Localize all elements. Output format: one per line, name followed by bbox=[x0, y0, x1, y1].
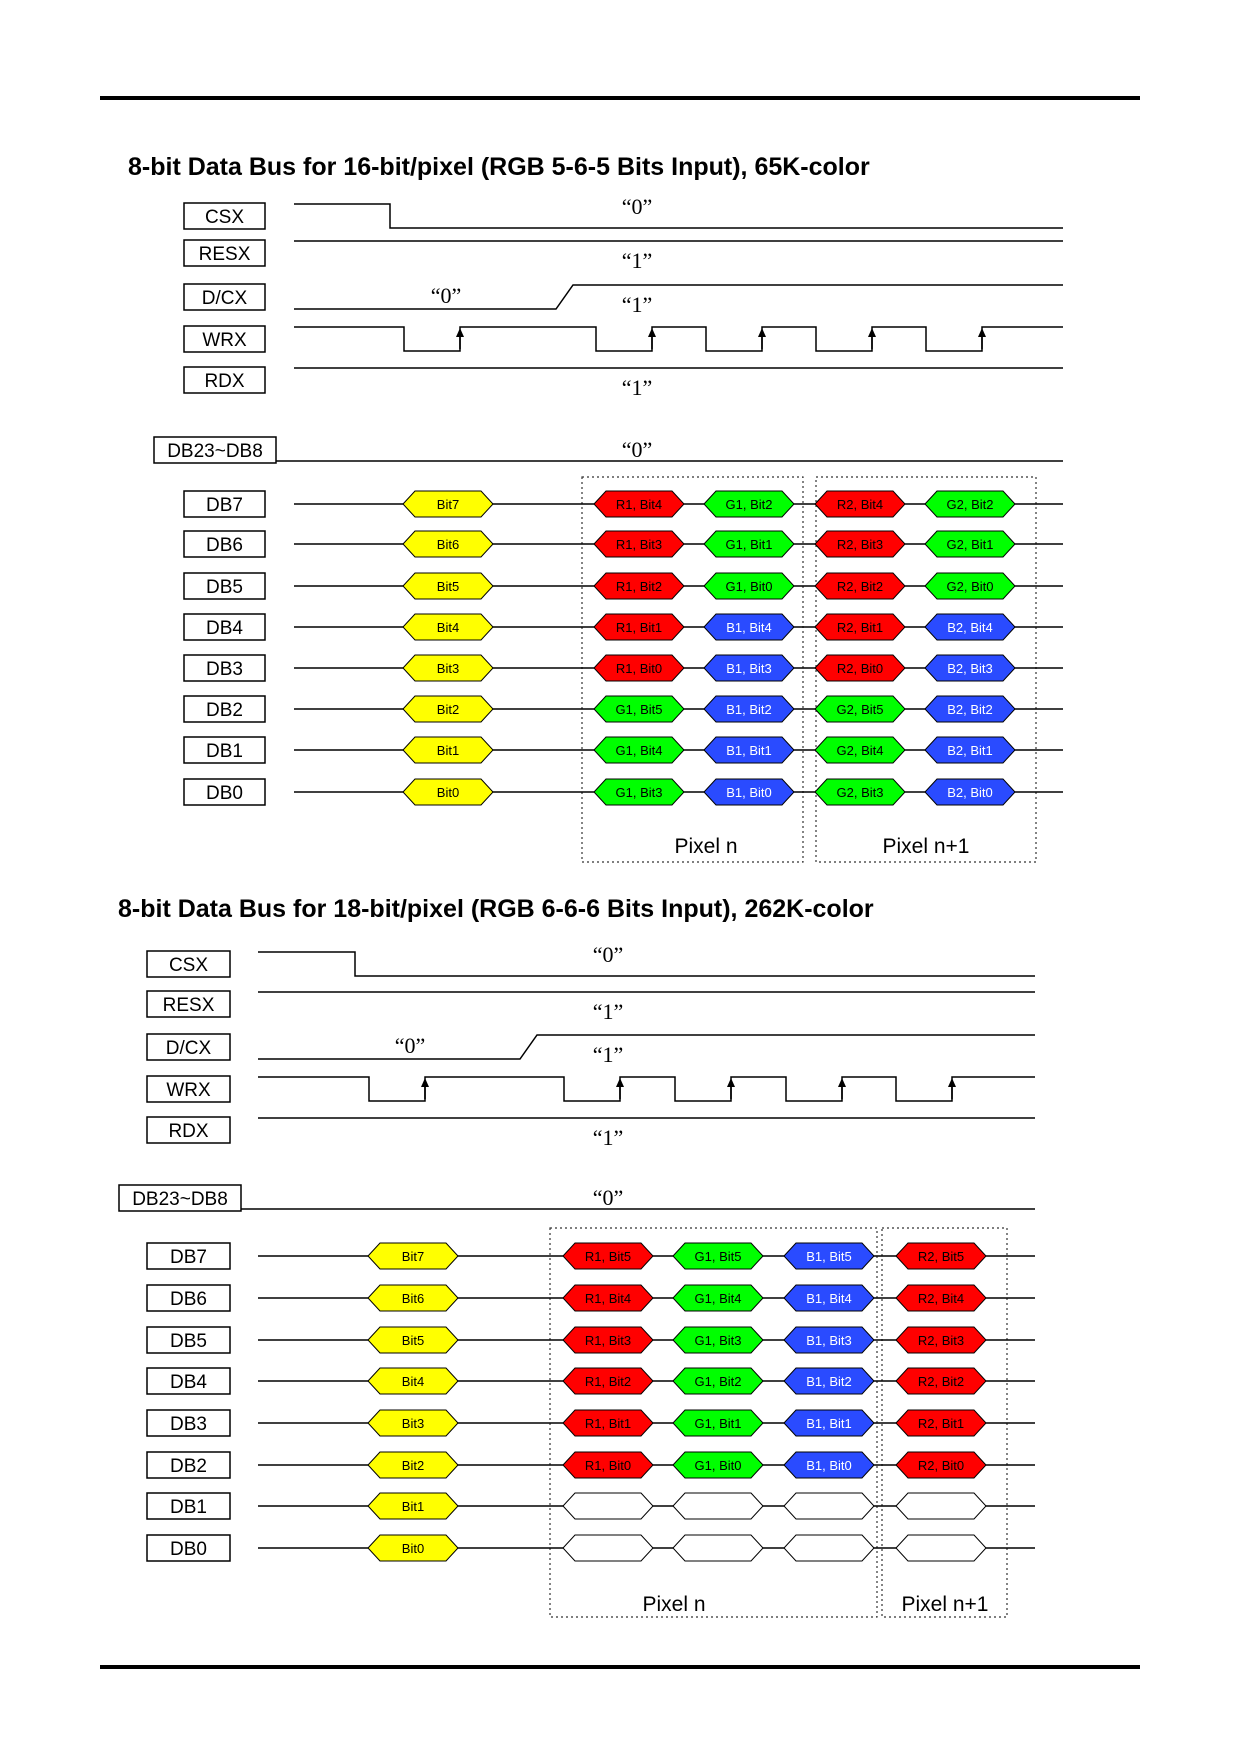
bit-cell-label: R1, Bit3 bbox=[615, 537, 663, 552]
signal-level: “1” bbox=[592, 1042, 624, 1067]
bit-cell-label: R1, Bit1 bbox=[584, 1416, 632, 1431]
bit-cell-label: G1, Bit1 bbox=[694, 1416, 742, 1431]
rising-edge-arrow-icon bbox=[758, 328, 766, 337]
rising-edge-arrow-icon bbox=[616, 1078, 624, 1087]
pixel-label: Pixel n bbox=[674, 835, 738, 858]
data-line-db5 bbox=[184, 573, 1063, 599]
bit-cell-label: Bit0 bbox=[401, 1541, 425, 1556]
bus-name: DB23~DB8 bbox=[167, 441, 263, 462]
signal-rdx bbox=[184, 367, 1063, 400]
rising-edge-arrow-icon bbox=[868, 328, 876, 337]
bit-cell-label: Bit3 bbox=[401, 1416, 425, 1431]
wrx-waveform bbox=[258, 1077, 1035, 1101]
signal-csx bbox=[184, 194, 1063, 229]
signal-level-before: “0” bbox=[430, 283, 462, 308]
diagram-18bit-666 bbox=[118, 895, 1035, 1617]
bit-cell bbox=[896, 1535, 986, 1561]
bit-cell-label: R1, Bit4 bbox=[584, 1291, 632, 1306]
bit-cell-label: B2, Bit1 bbox=[947, 743, 993, 758]
data-line-name: DB0 bbox=[170, 1539, 207, 1560]
bit-cell-label: G2, Bit5 bbox=[836, 702, 884, 717]
bit-cell-label: R1, Bit2 bbox=[615, 579, 663, 594]
signal-resx bbox=[184, 240, 1063, 273]
bit-cell-label: G1, Bit4 bbox=[694, 1291, 742, 1306]
bit-cell-label: B1, Bit3 bbox=[726, 661, 772, 676]
bit-cell-label: R1, Bit2 bbox=[584, 1374, 632, 1389]
data-line-db4 bbox=[184, 614, 1063, 640]
rising-edge-arrow-icon bbox=[948, 1078, 956, 1087]
signal-level: “0” bbox=[621, 194, 653, 219]
bit-cell-label: G1, Bit5 bbox=[615, 702, 663, 717]
data-line-name: DB5 bbox=[206, 577, 243, 598]
data-line-db3 bbox=[147, 1410, 1035, 1436]
data-line-name: DB3 bbox=[170, 1414, 207, 1435]
bit-cell-label: R1, Bit5 bbox=[584, 1249, 632, 1264]
bit-cell-label: G1, Bit0 bbox=[694, 1458, 742, 1473]
signal-name: RESX bbox=[162, 995, 215, 1016]
bit-cell-label: G2, Bit2 bbox=[946, 497, 994, 512]
rising-edge-arrow-icon bbox=[838, 1078, 846, 1087]
signal-csx bbox=[147, 942, 1035, 977]
signal-wrx bbox=[147, 1076, 1035, 1102]
bit-cell-label: B1, Bit0 bbox=[806, 1458, 852, 1473]
data-line-db1 bbox=[184, 737, 1063, 763]
bit-cell-label: R2, Bit1 bbox=[917, 1416, 965, 1431]
bit-cell-label: B1, Bit4 bbox=[806, 1291, 852, 1306]
data-line-db7 bbox=[147, 1243, 1035, 1269]
bit-cell-label: R2, Bit4 bbox=[836, 497, 884, 512]
bit-cell bbox=[896, 1493, 986, 1519]
bit-cell-label: R1, Bit3 bbox=[584, 1333, 632, 1348]
data-line-name: DB1 bbox=[170, 1497, 207, 1518]
data-line-db5 bbox=[147, 1327, 1035, 1353]
bit-cell-label: R1, Bit4 bbox=[615, 497, 663, 512]
data-line-name: DB2 bbox=[206, 700, 243, 721]
data-line-name: DB7 bbox=[170, 1247, 207, 1268]
bit-cell bbox=[784, 1493, 874, 1519]
bit-cell-label: Bit1 bbox=[436, 743, 460, 758]
pixel-label: Pixel n+1 bbox=[882, 835, 970, 858]
data-line-db4 bbox=[147, 1368, 1035, 1394]
bit-cell-label: G1, Bit1 bbox=[725, 537, 773, 552]
bit-cell bbox=[673, 1535, 763, 1561]
signal-name: CSX bbox=[204, 207, 245, 228]
data-line-db6 bbox=[184, 531, 1063, 557]
data-line-name: DB1 bbox=[206, 741, 243, 762]
signal-db23-db8 bbox=[119, 1185, 1035, 1211]
rising-edge-arrow-icon bbox=[456, 328, 464, 337]
bit-cell-label: G2, Bit1 bbox=[946, 537, 994, 552]
csx-waveform bbox=[294, 204, 1063, 228]
bit-cell-label: R2, Bit0 bbox=[917, 1458, 965, 1473]
bit-cell-label: Bit5 bbox=[436, 579, 460, 594]
data-line-db0 bbox=[184, 779, 1063, 805]
diagram-title: 8-bit Data Bus for 16-bit/pixel (RGB 5-6-5 Bits Input), 65K-color bbox=[128, 153, 870, 181]
bit-cell-label: B2, Bit2 bbox=[947, 702, 993, 717]
bit-cell-label: R2, Bit5 bbox=[917, 1249, 965, 1264]
bit-cell-label: B2, Bit3 bbox=[947, 661, 993, 676]
bit-cell-label: Bit5 bbox=[401, 1333, 425, 1348]
bit-cell-label: G1, Bit5 bbox=[694, 1249, 742, 1264]
signal-name: WRX bbox=[202, 330, 247, 351]
bit-cell-label: G2, Bit4 bbox=[836, 743, 884, 758]
data-line-name: DB5 bbox=[170, 1331, 207, 1352]
bit-cell bbox=[563, 1535, 653, 1561]
data-line-db2 bbox=[147, 1452, 1035, 1478]
rising-edge-arrow-icon bbox=[727, 1078, 735, 1087]
wrx-waveform bbox=[294, 327, 1063, 351]
bit-cell-label: Bit4 bbox=[436, 620, 460, 635]
data-line-name: DB2 bbox=[170, 1456, 207, 1477]
bit-cell bbox=[563, 1493, 653, 1519]
bus-level: “0” bbox=[621, 437, 653, 462]
signal-resx bbox=[147, 991, 1035, 1024]
bit-cell-label: G1, Bit0 bbox=[725, 579, 773, 594]
bit-cell-label: R1, Bit0 bbox=[615, 661, 663, 676]
bit-cell-label: G2, Bit0 bbox=[946, 579, 994, 594]
bit-cell-label: B1, Bit1 bbox=[726, 743, 772, 758]
signal-level: “1” bbox=[621, 248, 653, 273]
csx-waveform bbox=[258, 952, 1035, 976]
signal-dcx bbox=[147, 1033, 1035, 1067]
bit-cell-label: R1, Bit0 bbox=[584, 1458, 632, 1473]
signal-name: RDX bbox=[204, 371, 245, 392]
bit-cell-label: Bit0 bbox=[436, 785, 460, 800]
bit-cell-label: R1, Bit1 bbox=[615, 620, 663, 635]
bit-cell-label: Bit6 bbox=[401, 1291, 425, 1306]
bit-cell-label: B2, Bit0 bbox=[947, 785, 993, 800]
signal-rdx bbox=[147, 1117, 1035, 1150]
data-line-db6 bbox=[147, 1285, 1035, 1311]
bit-cell-label: G1, Bit3 bbox=[615, 785, 663, 800]
bit-cell-label: Bit3 bbox=[436, 661, 460, 676]
bit-cell-label: G1, Bit2 bbox=[694, 1374, 742, 1389]
signal-name: RDX bbox=[168, 1121, 209, 1142]
data-line-db3 bbox=[184, 655, 1063, 681]
bit-cell-label: G1, Bit3 bbox=[694, 1333, 742, 1348]
data-line-name: DB4 bbox=[170, 1372, 207, 1393]
signal-level: “1” bbox=[592, 999, 624, 1024]
signal-name: CSX bbox=[168, 955, 209, 976]
bus-name: DB23~DB8 bbox=[132, 1189, 228, 1210]
bus-level: “0” bbox=[592, 1185, 624, 1210]
bit-cell bbox=[784, 1535, 874, 1561]
signal-level: “1” bbox=[621, 292, 653, 317]
signal-level-before: “0” bbox=[394, 1033, 426, 1058]
rising-edge-arrow-icon bbox=[421, 1078, 429, 1087]
diagram-16bit-565 bbox=[128, 153, 1063, 862]
bit-cell-label: R2, Bit3 bbox=[917, 1333, 965, 1348]
bit-cell-label: G1, Bit2 bbox=[725, 497, 773, 512]
signal-db23-db8 bbox=[154, 437, 1063, 463]
bit-cell-label: B1, Bit1 bbox=[806, 1416, 852, 1431]
bit-cell-label: B1, Bit0 bbox=[726, 785, 772, 800]
signal-name: WRX bbox=[166, 1080, 211, 1101]
data-line-name: DB3 bbox=[206, 659, 243, 680]
data-line-name: DB7 bbox=[206, 495, 243, 516]
bit-cell-label: B2, Bit4 bbox=[947, 620, 993, 635]
bit-cell-label: Bit2 bbox=[436, 702, 460, 717]
bit-cell bbox=[673, 1493, 763, 1519]
data-line-name: DB0 bbox=[206, 783, 243, 804]
bit-cell-label: R2, Bit1 bbox=[836, 620, 884, 635]
signal-name: RESX bbox=[198, 244, 251, 265]
data-line-db1 bbox=[147, 1493, 1035, 1519]
signal-level: “1” bbox=[621, 375, 653, 400]
bit-cell-label: Bit4 bbox=[401, 1374, 425, 1389]
bit-cell-label: R2, Bit0 bbox=[836, 661, 884, 676]
bit-cell-label: Bit6 bbox=[436, 537, 460, 552]
bit-cell-label: Bit7 bbox=[436, 497, 460, 512]
bit-cell-label: G1, Bit4 bbox=[615, 743, 663, 758]
rising-edge-arrow-icon bbox=[648, 328, 656, 337]
bit-cell-label: Bit7 bbox=[401, 1249, 425, 1264]
diagram-title: 8-bit Data Bus for 18-bit/pixel (RGB 6-6-6 Bits Input), 262K-color bbox=[118, 895, 874, 923]
pixel-label: Pixel n bbox=[642, 1593, 706, 1616]
data-line-name: DB4 bbox=[206, 618, 243, 639]
signal-level: “1” bbox=[592, 1125, 624, 1150]
data-line-name: DB6 bbox=[170, 1289, 207, 1310]
dcx-waveform bbox=[258, 1035, 1035, 1059]
signal-name: D/CX bbox=[201, 288, 248, 309]
signal-name: D/CX bbox=[165, 1038, 212, 1059]
data-line-db0 bbox=[147, 1535, 1035, 1561]
bit-cell-label: R2, Bit2 bbox=[836, 579, 884, 594]
rising-edge-arrow-icon bbox=[978, 328, 986, 337]
bit-cell-label: B1, Bit5 bbox=[806, 1249, 852, 1264]
data-line-db7 bbox=[184, 491, 1063, 517]
signal-dcx bbox=[184, 283, 1063, 317]
data-line-db2 bbox=[184, 696, 1063, 722]
dcx-waveform bbox=[294, 285, 1063, 309]
bit-cell-label: R2, Bit3 bbox=[836, 537, 884, 552]
signal-level: “0” bbox=[592, 942, 624, 967]
bit-cell-label: B1, Bit3 bbox=[806, 1333, 852, 1348]
signal-wrx bbox=[184, 326, 1063, 352]
data-line-name: DB6 bbox=[206, 535, 243, 556]
bit-cell-label: G2, Bit3 bbox=[836, 785, 884, 800]
bit-cell-label: R2, Bit2 bbox=[917, 1374, 965, 1389]
bit-cell-label: B1, Bit2 bbox=[806, 1374, 852, 1389]
bit-cell-label: Bit2 bbox=[401, 1458, 425, 1473]
bit-cell-label: B1, Bit2 bbox=[726, 702, 772, 717]
bit-cell-label: R2, Bit4 bbox=[917, 1291, 965, 1306]
bit-cell-label: B1, Bit4 bbox=[726, 620, 772, 635]
bit-cell-label: Bit1 bbox=[401, 1499, 425, 1514]
pixel-label: Pixel n+1 bbox=[901, 1593, 989, 1616]
